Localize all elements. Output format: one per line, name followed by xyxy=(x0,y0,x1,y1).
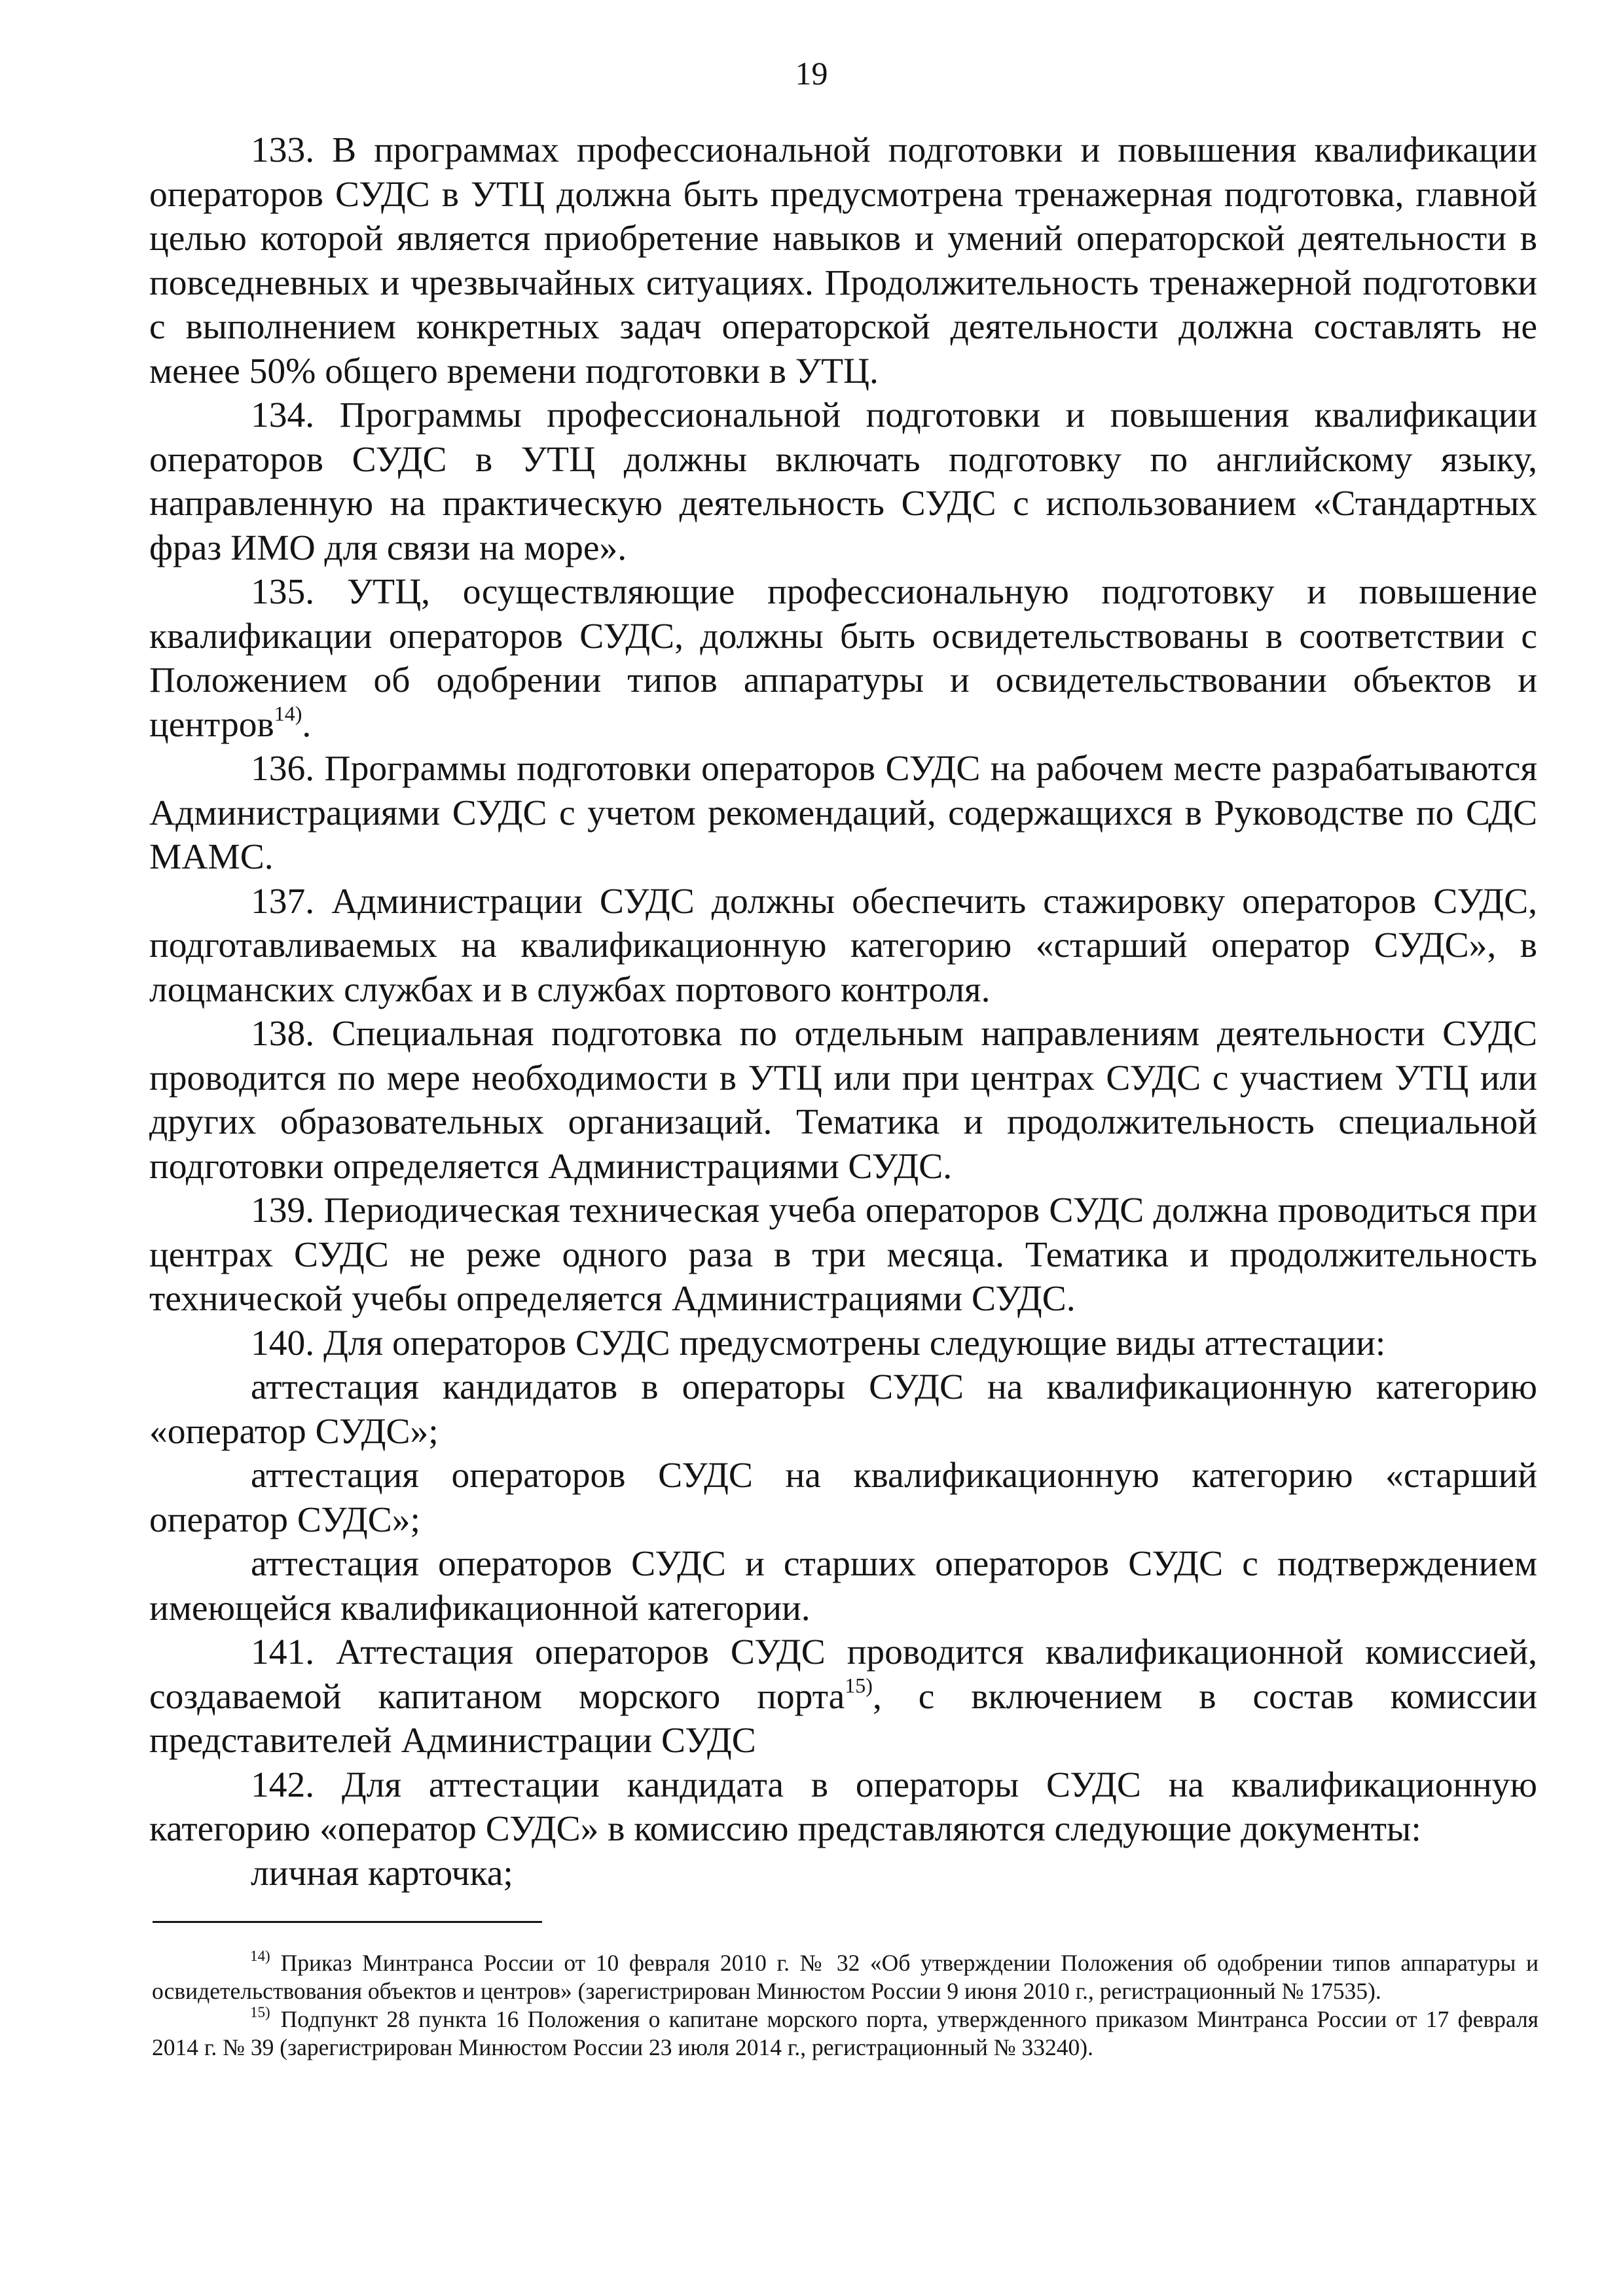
paragraph-142: 142. Для аттестации кандидата в операторы СУДС на квалификационную категорию «оператор СУДС» в комиссию представляются следующие документы: xyxy=(149,1765,1537,1849)
paragraph-138: 138. Специальная подготовка по отдельным направлениям деятельности СУДС проводится по мере необходимости в УТЦ или при центрах СУДС с участием УТЦ или других образовательных организаций. Тематика и продолжительность специальной подготовки определяется Администрациями СУДС. xyxy=(149,1014,1537,1187)
paragraph-133: 133. В программах профессиональной подготовки и повышения квалификации операторов СУДС в УТЦ должна быть предусмотрена тренажерная подготовка, главной целью которой является приобретение навыков и умений операторской деятельности в повседневных и чрезвычайных ситуациях. Продолжительность тренажерной подготовки с выполнением конкретных задач операторской деятельности должна составлять не менее 50% общего времени подготовки в УТЦ. xyxy=(149,130,1537,391)
list-item-attestation-senior: аттестация операторов СУДС на квалификационную категорию «старший оператор СУДС»; xyxy=(149,1456,1537,1540)
page-number: 19 xyxy=(795,55,828,92)
footnotes xyxy=(152,1949,1539,2062)
footnote-14 xyxy=(152,1949,1539,2005)
paragraph-136: 136. Программы подготовки операторов СУДС на рабочем месте разрабатываются Администрациями СУДС с учетом рекомендаций, содержащихся в Руководстве по СДС МАМС. xyxy=(149,749,1537,877)
paragraph-140: 140. Для операторов СУДС предусмотрены следующие виды аттестации: xyxy=(251,1323,1386,1363)
footnote-ref-15: 15) xyxy=(845,1673,873,1697)
paragraph-135 xyxy=(149,570,1537,747)
paragraph-141-end: , с включением в состав комиссии представителей Администрации СУДС xyxy=(149,1676,1537,1761)
footnote-15-text: Подпункт 28 пункта 16 Положения о капитане морского порта, утвержденного приказом Минтранса России от 17 февраля 2014 г. № 39 (зарегистрирован Минюстом России 23 июля 2014 г., регистрационный № 33240). xyxy=(152,2006,1539,2060)
paragraph-141-text: 141. Аттестация операторов СУДС проводится квалификационной комиссией, создаваемой капитаном морского порта xyxy=(149,1632,1537,1717)
paragraph-141 xyxy=(149,1630,1537,1763)
footnote-mark-14: 14) xyxy=(250,1948,270,1964)
paragraph-134: 134. Программы профессиональной подготовки и повышения квалификации операторов СУДС в УТЦ должны включать подготовку по английскому языку, направленную на практическую деятельность СУДС с использованием «Стандартных фраз ИМО для связи на море». xyxy=(149,395,1537,568)
footnote-mark-15: 15) xyxy=(250,2004,270,2020)
footnote-ref-14: 14) xyxy=(274,701,302,725)
paragraph-137: 137. Администрации СУДС должны обеспечить стажировку операторов СУДС, подготавливаемых на квалификационную категорию «старший оператор СУДС», в лоцманских службах и в службах портового контроля. xyxy=(149,881,1537,1010)
paragraph-139: 139. Периодическая техническая учеба операторов СУДС должна проводиться при центрах СУДС не реже одного раза в три месяца. Тематика и продолжительность технической учебы определяется Администрациями СУДС. xyxy=(149,1191,1537,1319)
main-text xyxy=(149,128,1537,1895)
footnote-15 xyxy=(152,2005,1539,2062)
footnote-divider xyxy=(153,1921,542,1923)
list-item-personal-card: личная карточка; xyxy=(251,1853,513,1893)
list-item-attestation-candidates: аттестация кандидатов в операторы СУДС на квалификационную категорию «оператор СУДС»; xyxy=(149,1367,1537,1452)
paragraph-135-end: . xyxy=(302,704,312,745)
paragraph-135-text: 135. УТЦ, осуществляющие профессиональную подготовку и повышение квалификации операторов СУДС, должны быть освидетельствованы в соответствии с Положением об одобрении типов аппаратуры и освидетельствовании объектов и центров xyxy=(149,572,1537,745)
footnote-14-text: Приказ Минтранса России от 10 февраля 2010 г. № 32 «Об утверждении Положения об одобрении типов аппаратуры и освидетельствования объектов и центров» (зарегистрирован Минюстом России 9 июня 2010 г., регистрационный № 17535). xyxy=(152,1950,1539,2004)
list-item-attestation-confirmation: аттестация операторов СУДС и старших операторов СУДС с подтверждением имеющейся квалификационной категории. xyxy=(149,1544,1537,1628)
